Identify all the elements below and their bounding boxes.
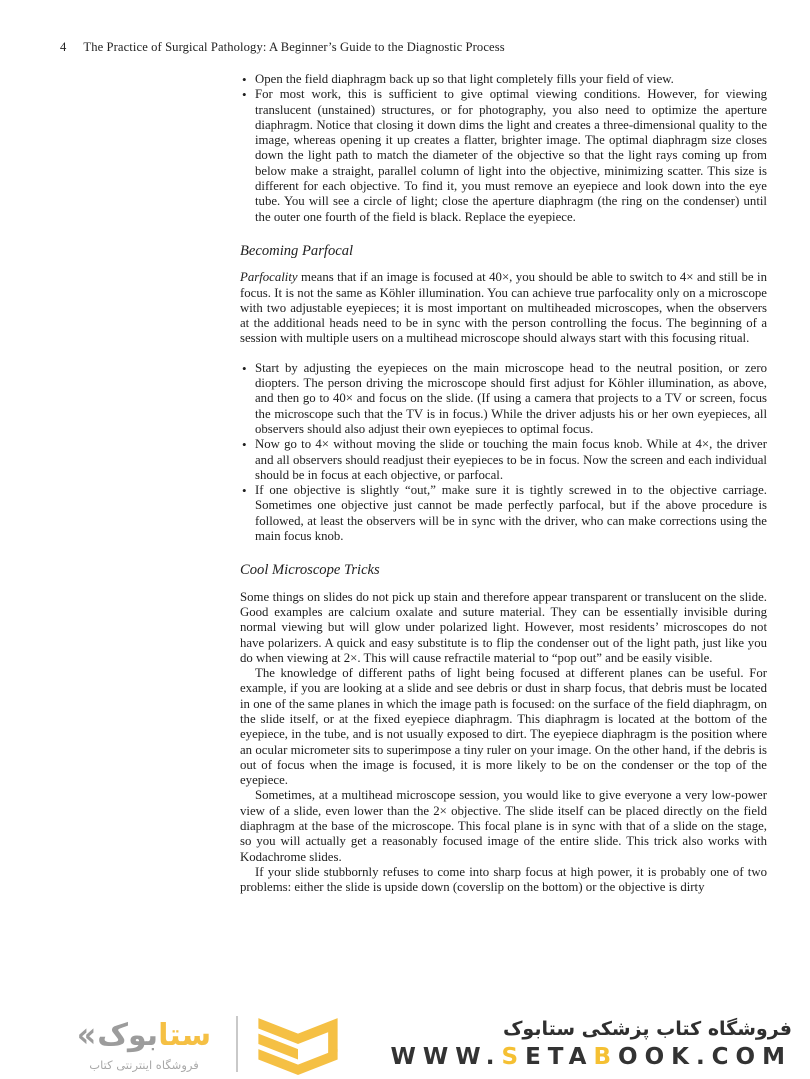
section-heading-becoming-parfocal: Becoming Parfocal — [240, 242, 354, 259]
paragraph-tricks-3: Sometimes, at a multihead microscope session, you would like to give everyone a very low-power view of a slide, even lower than the 2× objective. The slide itself can be placed directly on the field diaphragm at the base of the microscope. This focal plane is in sync with that of a slide on the stage, so you will actually get a reasonably focused image of the entire slide. This trick also works with Kodachrome slides. — [240, 788, 767, 864]
footer-divider — [236, 1016, 238, 1072]
section-heading-cool-microscope-tricks: Cool Microscope Tricks — [240, 562, 380, 579]
paragraph-tricks-2: The knowledge of different paths of light being focused at different planes can be useful. For example, if you are looking at a slide and see debris or dust in sharp focus, that debris must be located in one of the same planes in which the image path is focused: on the surface of the field diaphragm, on the slide itself, or at the fixed eyepiece diaphragm. This diaphragm is located at the bottom of the eyepiece, in the tube, and is not usually exposed to dirt. The eyepiece diaphragm is the position where an ocular micrometer sits to superimpose a tiny ruler on your image. On the other hand, if the debris is out of focus when the image is focused, it is more likely to be on the condenser or the top of the eyepiece. — [240, 666, 767, 788]
wordmark-text — [97, 1018, 212, 1054]
list-item — [240, 483, 767, 544]
bullet-text: If one objective is slightly “out,” make sure it is tightly screwed in to the objective carriage. Sometimes one objective just cannot be made perfectly parfocal, but if the above procedure is followed, at least the observers will be in sync with the driver, who can make corrections using the main focus knob. — [255, 483, 767, 544]
list-item — [240, 361, 767, 437]
setabook-wordmark — [58, 1016, 230, 1056]
page-number: 4 — [60, 40, 67, 54]
wordmark-yellow-part: ستا — [158, 1018, 212, 1054]
bullet-text: Open the field diaphragm back up so that light completely fills your field of view. — [255, 72, 674, 86]
italic-lead-word: Parfocality — [240, 270, 298, 285]
url-part: ETA — [525, 1043, 594, 1070]
list-item — [240, 437, 767, 483]
running-header — [60, 40, 770, 55]
url-part-highlight-b: B — [593, 1043, 619, 1070]
website-url — [346, 1043, 792, 1070]
bullet-list-illumination — [240, 72, 767, 225]
text-column — [240, 72, 767, 896]
brand-caption: فروشگاه اینترنتی کتاب — [89, 1058, 199, 1073]
url-part-highlight-s: S — [501, 1043, 526, 1070]
bullet-text: For most work, this is sufficient to give optimal viewing conditions. However, for viewing translucent (unstained) structures, or for photography, you also need to optimize the aperture diaphragm. Notice that closing it down dims the light and creates a three-dimensional quality to the image, whereas opening it up creates a flatter, brighter image. The optimal diaphragm size closes down the light path to match the diameter of the objective so that the light rays coming up from below make a straight, parallel column of light into the objective, minimizing scatter. This size is different for each objective. To find it, you must remove an eyepiece and look down into the eye tube. You will see a circle of light; close the aperture diaphragm (the ring on the condenser) until the outer one fourth of the field is black. Replace the eyepiece. — [255, 87, 767, 224]
url-part: WWW. — [390, 1043, 502, 1070]
setabook-chevron-emblem-icon — [250, 1013, 346, 1075]
footer-watermark — [0, 1009, 810, 1079]
paragraph-tricks-4: If your slide stubbornly refuses to come into sharp focus at high power, it is probably one of two problems: either the slide is upside down (coverslip on the bottom) or the objective is dirty — [240, 864, 767, 895]
list-item — [240, 87, 767, 225]
double-chevron-icon: « — [76, 1015, 97, 1056]
paragraph-tricks-1: Some things on slides do not pick up stain and therefore appear transparent or translucent on the slide. Good examples are calcium oxalate and suture material. They can be essentially invisible during normal viewing but will glow under polarized light. However, most residents’ microscopes do not have polarizers. A quick and easy substitute is to flip the condenser out of the light path, just like you do when viewing at 2×. This will cause refractile material to “pop out” and be easily visible. — [240, 589, 767, 665]
persian-tagline: فروشگاه کتاب پزشکی ستابوک — [502, 1017, 792, 1040]
paragraph-parfocality — [240, 270, 767, 346]
paragraph-text: means that if an image is focused at 40×, you should be able to switch to 4× and still be in focus. It is not the same as Köhler illumination. You can achieve true parfocality only on a microscope with two adjustable eyepieces; it is most important on multiheaded microscopes, when the observers at the additional heads need to be in sync with the person controlling the focus. The beginning of a session with multiple users on a multihead microscope should always start with this focusing ritual. — [240, 270, 767, 346]
bullet-text: Now go to 4× without moving the slide or touching the main focus knob. While at 4×, the driver and all observers should readjust their eyepieces to be in focus. Now the screen and each individual should be in focus at each objective, or parfocal. — [255, 437, 767, 482]
bullet-list-parfocal-steps — [240, 361, 767, 545]
setabook-wordmark-block — [58, 1016, 230, 1072]
url-part: OOK.COM — [618, 1043, 792, 1070]
bullet-text: Start by adjusting the eyepieces on the main microscope head to the neutral position, or zero diopters. The person driving the microscope should first adjust for Köhler illumination, as above, and then go to 40× and focus on the slide. (If using a camera that projects to a TV or screen, focus the microscope such that the TV is in focus.) While the driver adjusts his or her own eyepieces, all observers should also adjust their own eyepieces to optimal focus. — [255, 360, 767, 436]
wordmark-gray-part: بوک — [97, 1018, 159, 1054]
list-item — [240, 72, 767, 87]
footer-right-block — [346, 1017, 810, 1070]
running-title: The Practice of Surgical Pathology: A Beginner’s Guide to the Diagnostic Process — [83, 40, 505, 54]
